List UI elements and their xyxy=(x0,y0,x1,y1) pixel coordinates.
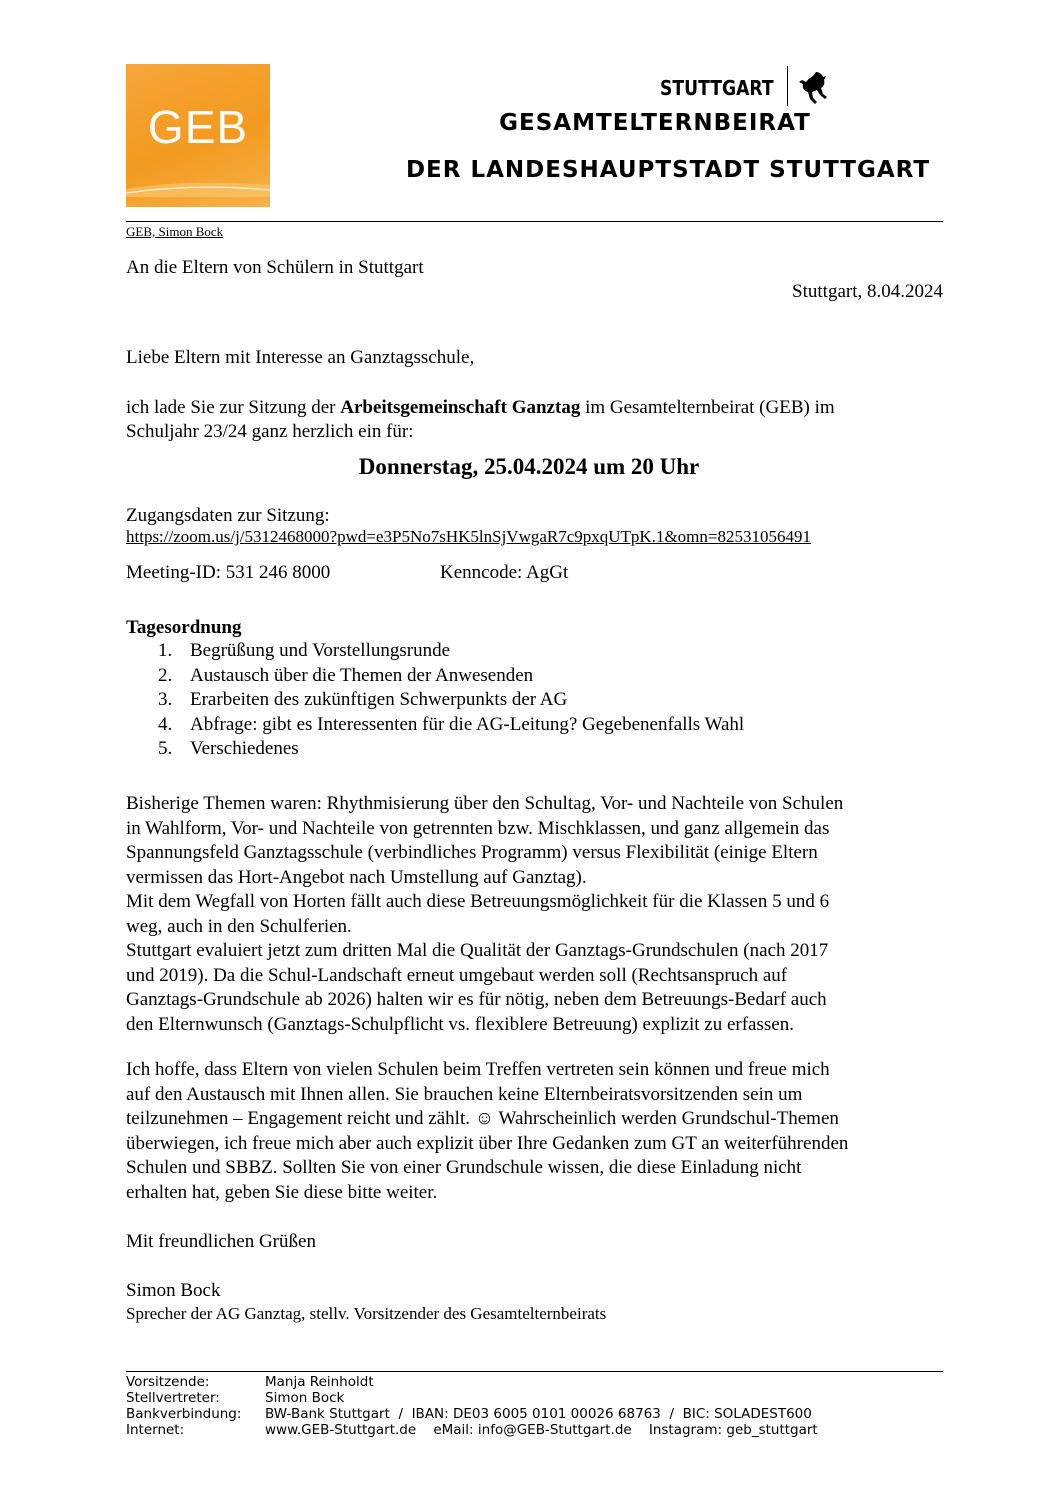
stuttgart-city-logo xyxy=(660,66,840,108)
text-line: Bisherige Themen waren: Rhythmisierung über den Schultag, Vor- und Nachteile von Schulen xyxy=(126,793,844,814)
agenda-text: Austausch über die Themen der Anwesenden xyxy=(190,664,534,686)
sender-line: GEB, Simon Bock xyxy=(126,224,224,239)
intro-pre: ich lade Sie zur Sitzung der xyxy=(126,397,341,418)
text-line: erhalten hat, geben Sie diese bitte weiter. xyxy=(126,1181,438,1203)
closing: Mit freundlichen Grüßen xyxy=(126,1231,316,1252)
footer-label: Internet: xyxy=(126,1422,185,1438)
meeting-date: Donnerstag, 25.04.2024 um 20 Uhr xyxy=(358,454,700,479)
text-line: den Elternwunsch (Ganztags-Schulpflicht vs. flexiblere Betreuung) explizit zu erfassen. xyxy=(126,1013,794,1035)
text-line: Schulen und SBBZ. Sollten Sie von einer Grundschule wissen, die diese Einladung nicht xyxy=(126,1157,802,1178)
intro-line1 xyxy=(126,396,835,421)
passcode: Kenncode: AgGt xyxy=(440,562,569,583)
footer-row xyxy=(126,1374,943,1390)
agenda-text: Abfrage: gibt es Interessenten für die AG-Leitung? Gegebenenfalls Wahl xyxy=(190,713,745,735)
text-line: Spannungsfeld Ganztagsschule (verbindliches Programm) versus Flexibilität (einige Eltern xyxy=(126,842,818,863)
footer xyxy=(126,1374,943,1444)
footer-row xyxy=(126,1406,943,1422)
agenda-heading: Tagesordnung xyxy=(126,617,242,638)
paragraph-invitation xyxy=(126,1058,848,1205)
text-line: Ich hoffe, dass Eltern von vielen Schulen beim Treffen vertreten sein können und freue mich xyxy=(126,1059,830,1080)
text-line: auf den Austausch mit Ihnen allen. Sie brauchen keine Elternbeiratsvorsitzenden sein um xyxy=(126,1083,803,1105)
agenda-text: Begrüßung und Vorstellungsrunde xyxy=(190,640,451,661)
footer-row xyxy=(126,1422,943,1438)
intro-line2: Schuljahr 23/24 ganz herzlich ein für: xyxy=(126,421,414,442)
footer-divider xyxy=(126,1371,943,1372)
footer-value: www.GEB-Stuttgart.de eMail: info@GEB-Stuttgart.de Instagram: geb_stuttgart xyxy=(265,1422,818,1438)
text-line: teilzunehmen – Engagement reicht und zählt. ☺ Wahrscheinlich werden Grundschul-Themen xyxy=(126,1108,839,1129)
text-line: Mit dem Wegfall von Horten fällt auch diese Betreuungsmöglichkeit für die Klassen 5 und 6 xyxy=(126,891,830,912)
footer-row xyxy=(126,1390,943,1406)
agenda-num: 5. xyxy=(158,738,173,759)
intro-bold: Arbeitsgemeinschaft Ganztag xyxy=(340,397,581,418)
agenda-item xyxy=(126,639,744,664)
date-line: Stuttgart, 8.04.2024 xyxy=(792,281,943,302)
paragraph-topics xyxy=(126,792,843,1037)
footer-value: BW-Bank Stuttgart / IBAN: DE03 6005 0101 00026 68763 / BIC: SOLADEST600 xyxy=(265,1406,812,1422)
footer-value: Manja Reinholdt xyxy=(265,1374,374,1390)
text-line: weg, auch in den Schulferien. xyxy=(126,915,352,937)
agenda-num: 4. xyxy=(158,713,173,735)
rearing-horse-icon xyxy=(796,70,830,106)
text-line: in Wahlform, Vor- und Nachteile von getrennten bzw. Mischklassen, und ganz allgemein das xyxy=(126,817,830,839)
text-line: überwiegen, ich freue mich aber auch explizit über Ihre Gedanken zum GT an weiterführenden xyxy=(126,1132,849,1154)
access-label: Zugangsdaten zur Sitzung: xyxy=(126,505,330,526)
footer-label: Vorsitzende: xyxy=(126,1374,210,1390)
agenda-list xyxy=(126,639,744,762)
footer-label: Stellvertreter: xyxy=(126,1390,220,1406)
salutation: Liebe Eltern mit Interesse an Ganztagsschule, xyxy=(126,347,475,368)
footer-value: Simon Bock xyxy=(265,1390,345,1406)
header-divider xyxy=(126,221,943,222)
agenda-num: 2. xyxy=(158,664,173,686)
text-line: Ganztags-Grundschule ab 2026) halten wir es für nötig, neben dem Betreuungs-Bedarf auch xyxy=(126,989,827,1010)
logo-text: GEB xyxy=(147,101,249,153)
agenda-num: 3. xyxy=(158,689,173,710)
agenda-item xyxy=(126,688,744,713)
agenda-item xyxy=(126,664,744,689)
meeting-id: Meeting-ID: 531 246 8000 xyxy=(126,562,331,583)
agenda-item xyxy=(126,737,744,762)
header-title-line1: GESAMTELTERNBEIRAT xyxy=(499,110,811,136)
text-line: vermissen das Hort-Angebot nach Umstellung auf Ganztag). xyxy=(126,866,587,888)
recipient: An die Eltern von Schülern in Stuttgart xyxy=(126,257,424,278)
text-line: Stuttgart evaluiert jetzt zum dritten Mal die Qualität der Ganztags-Grundschulen (nach 2017 xyxy=(126,940,829,961)
agenda-num: 1. xyxy=(158,640,173,661)
intro-post: im Gesamtelternbeirat (GEB) im xyxy=(580,397,835,418)
zoom-link[interactable]: https://zoom.us/j/5312468000?pwd=e3P5No7sHK5lnSjVwgaR7c9pxqUTpK.1&omn=82531056491 xyxy=(126,527,811,546)
logo-divider xyxy=(787,66,788,106)
header-title-line2: DER LANDESHAUPTSTADT STUTTGART xyxy=(405,157,931,183)
text-line: und 2019). Da die Schul-Landschaft erneut umgebaut werden soll (Rechtsanspruch auf xyxy=(126,964,788,986)
agenda-text: Verschiedenes xyxy=(190,738,299,759)
agenda-item xyxy=(126,713,744,738)
agenda-text: Erarbeiten des zukünftigen Schwerpunkts der AG xyxy=(190,689,568,710)
signature-name: Simon Bock xyxy=(126,1280,221,1301)
footer-label: Bankverbindung: xyxy=(126,1406,242,1422)
logo-swoosh-graphic xyxy=(126,175,270,197)
geb-logo xyxy=(126,64,270,207)
signature-role: Sprecher der AG Ganztag, stellv. Vorsitzender des Gesamtelternbeirats xyxy=(126,1304,607,1323)
city-wordmark: STUTTGART xyxy=(660,76,774,100)
